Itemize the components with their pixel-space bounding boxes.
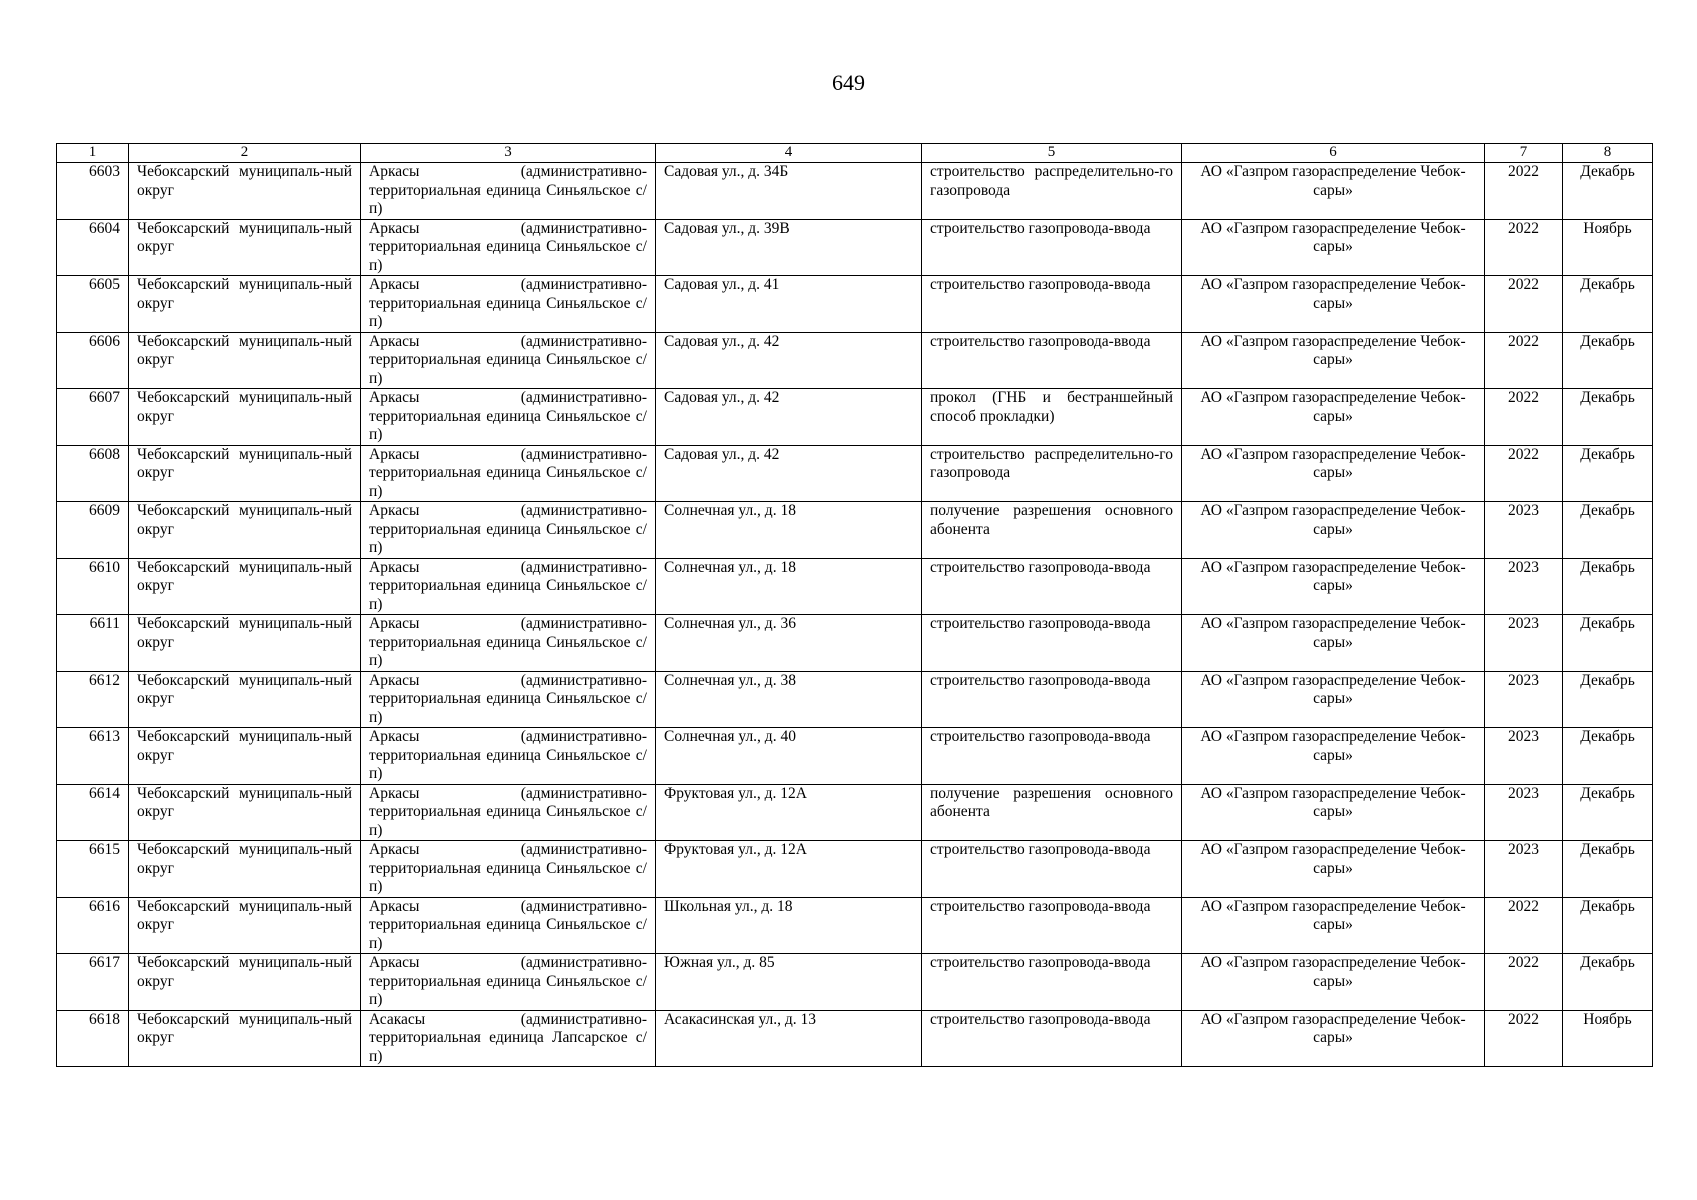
- row-number: 6617: [57, 954, 129, 1011]
- year-cell: 2023: [1485, 671, 1563, 728]
- table-row: [57, 558, 1653, 615]
- address-cell: Садовая ул., д. 39В: [656, 219, 922, 276]
- address-cell: Садовая ул., д. 41: [656, 276, 922, 333]
- work-type-cell: строительство газопровода-ввода: [922, 276, 1182, 333]
- column-header: 5: [922, 144, 1182, 163]
- table-row: [57, 728, 1653, 785]
- year-cell: 2023: [1485, 784, 1563, 841]
- organization-cell: АО «Газпром газораспределение Чебок-сары»: [1182, 389, 1485, 446]
- district-cell: Чебоксарский муниципаль-ный округ: [129, 671, 361, 728]
- year-cell: 2023: [1485, 558, 1563, 615]
- address-cell: Солнечная ул., д. 18: [656, 502, 922, 559]
- address-cell: Фруктовая ул., д. 12А: [656, 784, 922, 841]
- column-header: 4: [656, 144, 922, 163]
- work-type-cell: строительство газопровода-ввода: [922, 671, 1182, 728]
- table-row: [57, 1010, 1653, 1067]
- work-type-cell: строительство газопровода-ввода: [922, 841, 1182, 898]
- table-row: [57, 841, 1653, 898]
- column-header: 8: [1563, 144, 1653, 163]
- row-number: 6604: [57, 219, 129, 276]
- settlement-cell: Аркасы (административно-территориальная единица Синьяльское с/п): [361, 445, 656, 502]
- district-cell: Чебоксарский муниципаль-ный округ: [129, 502, 361, 559]
- month-cell: Ноябрь: [1563, 1010, 1653, 1067]
- organization-cell: АО «Газпром газораспределение Чебок-сары»: [1182, 897, 1485, 954]
- month-cell: Декабрь: [1563, 671, 1653, 728]
- address-cell: Школьная ул., д. 18: [656, 897, 922, 954]
- settlement-cell: Аркасы (административно-территориальная единица Синьяльское с/п): [361, 841, 656, 898]
- year-cell: 2022: [1485, 1010, 1563, 1067]
- column-number-row: [57, 144, 1653, 163]
- column-header: 3: [361, 144, 656, 163]
- table-row: [57, 502, 1653, 559]
- row-number: 6618: [57, 1010, 129, 1067]
- organization-cell: АО «Газпром газораспределение Чебок-сары»: [1182, 445, 1485, 502]
- month-cell: Декабрь: [1563, 897, 1653, 954]
- column-header: 1: [57, 144, 129, 163]
- page-number: 649: [832, 70, 865, 95]
- month-cell: Декабрь: [1563, 332, 1653, 389]
- organization-cell: АО «Газпром газораспределение Чебок-сары»: [1182, 502, 1485, 559]
- district-cell: Чебоксарский муниципаль-ный округ: [129, 1010, 361, 1067]
- month-cell: Декабрь: [1563, 954, 1653, 1011]
- row-number: 6616: [57, 897, 129, 954]
- table-row: [57, 784, 1653, 841]
- gasification-schedule-table: [56, 143, 1653, 1067]
- month-cell: Декабрь: [1563, 841, 1653, 898]
- settlement-cell: Аркасы (административно-территориальная единица Синьяльское с/п): [361, 615, 656, 672]
- month-cell: Декабрь: [1563, 389, 1653, 446]
- address-cell: Солнечная ул., д. 38: [656, 671, 922, 728]
- work-type-cell: строительство газопровода-ввода: [922, 1010, 1182, 1067]
- year-cell: 2022: [1485, 276, 1563, 333]
- work-type-cell: строительство газопровода-ввода: [922, 332, 1182, 389]
- organization-cell: АО «Газпром газораспределение Чебок-сары»: [1182, 671, 1485, 728]
- month-cell: Декабрь: [1563, 728, 1653, 785]
- address-cell: Садовая ул., д. 34Б: [656, 163, 922, 220]
- district-cell: Чебоксарский муниципаль-ный округ: [129, 728, 361, 785]
- month-cell: Декабрь: [1563, 784, 1653, 841]
- organization-cell: АО «Газпром газораспределение Чебок-сары»: [1182, 332, 1485, 389]
- organization-cell: АО «Газпром газораспределение Чебок-сары»: [1182, 276, 1485, 333]
- organization-cell: АО «Газпром газораспределение Чебок-сары»: [1182, 784, 1485, 841]
- district-cell: Чебоксарский муниципаль-ный округ: [129, 163, 361, 220]
- table-row: [57, 219, 1653, 276]
- row-number: 6612: [57, 671, 129, 728]
- year-cell: 2023: [1485, 615, 1563, 672]
- row-number: 6611: [57, 615, 129, 672]
- settlement-cell: Аркасы (административно-территориальная единица Синьяльское с/п): [361, 502, 656, 559]
- address-cell: Солнечная ул., д. 36: [656, 615, 922, 672]
- month-cell: Декабрь: [1563, 615, 1653, 672]
- month-cell: Ноябрь: [1563, 219, 1653, 276]
- month-cell: Декабрь: [1563, 445, 1653, 502]
- organization-cell: АО «Газпром газораспределение Чебок-сары»: [1182, 615, 1485, 672]
- district-cell: Чебоксарский муниципаль-ный округ: [129, 332, 361, 389]
- settlement-cell: Аркасы (административно-территориальная единица Синьяльское с/п): [361, 954, 656, 1011]
- settlement-cell: Аркасы (административно-территориальная единица Синьяльское с/п): [361, 163, 656, 220]
- row-number: 6603: [57, 163, 129, 220]
- settlement-cell: Аркасы (административно-территориальная единица Синьяльское с/п): [361, 389, 656, 446]
- row-number: 6606: [57, 332, 129, 389]
- district-cell: Чебоксарский муниципаль-ный округ: [129, 841, 361, 898]
- district-cell: Чебоксарский муниципаль-ный округ: [129, 276, 361, 333]
- month-cell: Декабрь: [1563, 558, 1653, 615]
- year-cell: 2022: [1485, 163, 1563, 220]
- address-cell: Солнечная ул., д. 40: [656, 728, 922, 785]
- organization-cell: АО «Газпром газораспределение Чебок-сары»: [1182, 558, 1485, 615]
- settlement-cell: Аркасы (административно-территориальная единица Синьяльское с/п): [361, 784, 656, 841]
- work-type-cell: строительство газопровода-ввода: [922, 728, 1182, 785]
- year-cell: 2023: [1485, 728, 1563, 785]
- table-row: [57, 276, 1653, 333]
- address-cell: Южная ул., д. 85: [656, 954, 922, 1011]
- row-number: 6614: [57, 784, 129, 841]
- address-cell: Солнечная ул., д. 18: [656, 558, 922, 615]
- row-number: 6605: [57, 276, 129, 333]
- district-cell: Чебоксарский муниципаль-ный округ: [129, 897, 361, 954]
- column-header: 2: [129, 144, 361, 163]
- work-type-cell: прокол (ГНБ и бестраншейный способ прокладки): [922, 389, 1182, 446]
- organization-cell: АО «Газпром газораспределение Чебок-сары»: [1182, 841, 1485, 898]
- row-number: 6607: [57, 389, 129, 446]
- year-cell: 2022: [1485, 897, 1563, 954]
- table-row: [57, 671, 1653, 728]
- year-cell: 2022: [1485, 445, 1563, 502]
- work-type-cell: строительство газопровода-ввода: [922, 558, 1182, 615]
- table-row: [57, 897, 1653, 954]
- settlement-cell: Аркасы (административно-территориальная единица Синьяльское с/п): [361, 558, 656, 615]
- organization-cell: АО «Газпром газораспределение Чебок-сары»: [1182, 219, 1485, 276]
- month-cell: Декабрь: [1563, 163, 1653, 220]
- settlement-cell: Аркасы (административно-территориальная единица Синьяльское с/п): [361, 671, 656, 728]
- year-cell: 2022: [1485, 954, 1563, 1011]
- settlement-cell: Аркасы (административно-территориальная единица Синьяльское с/п): [361, 276, 656, 333]
- row-number: 6615: [57, 841, 129, 898]
- month-cell: Декабрь: [1563, 276, 1653, 333]
- month-cell: Декабрь: [1563, 502, 1653, 559]
- table-row: [57, 163, 1653, 220]
- address-cell: Асакасинская ул., д. 13: [656, 1010, 922, 1067]
- table-body: [57, 144, 1653, 1067]
- address-cell: Садовая ул., д. 42: [656, 389, 922, 446]
- year-cell: 2022: [1485, 389, 1563, 446]
- address-cell: Садовая ул., д. 42: [656, 332, 922, 389]
- work-type-cell: строительство распределительно-го газопровода: [922, 163, 1182, 220]
- year-cell: 2023: [1485, 841, 1563, 898]
- year-cell: 2022: [1485, 332, 1563, 389]
- table-row: [57, 954, 1653, 1011]
- table-row: [57, 445, 1653, 502]
- work-type-cell: строительство распределительно-го газопровода: [922, 445, 1182, 502]
- district-cell: Чебоксарский муниципаль-ный округ: [129, 954, 361, 1011]
- district-cell: Чебоксарский муниципаль-ный округ: [129, 784, 361, 841]
- work-type-cell: строительство газопровода-ввода: [922, 897, 1182, 954]
- address-cell: Садовая ул., д. 42: [656, 445, 922, 502]
- row-number: 6610: [57, 558, 129, 615]
- work-type-cell: строительство газопровода-ввода: [922, 954, 1182, 1011]
- district-cell: Чебоксарский муниципаль-ный округ: [129, 558, 361, 615]
- year-cell: 2022: [1485, 219, 1563, 276]
- work-type-cell: строительство газопровода-ввода: [922, 615, 1182, 672]
- table-row: [57, 389, 1653, 446]
- organization-cell: АО «Газпром газораспределение Чебок-сары»: [1182, 163, 1485, 220]
- year-cell: 2023: [1485, 502, 1563, 559]
- settlement-cell: Аркасы (административно-территориальная единица Синьяльское с/п): [361, 332, 656, 389]
- district-cell: Чебоксарский муниципаль-ный округ: [129, 219, 361, 276]
- settlement-cell: Аркасы (административно-территориальная единица Синьяльское с/п): [361, 897, 656, 954]
- organization-cell: АО «Газпром газораспределение Чебок-сары»: [1182, 728, 1485, 785]
- table-row: [57, 332, 1653, 389]
- organization-cell: АО «Газпром газораспределение Чебок-сары»: [1182, 954, 1485, 1011]
- address-cell: Фруктовая ул., д. 12А: [656, 841, 922, 898]
- column-header: 6: [1182, 144, 1485, 163]
- district-cell: Чебоксарский муниципаль-ный округ: [129, 445, 361, 502]
- row-number: 6608: [57, 445, 129, 502]
- work-type-cell: получение разрешения основного абонента: [922, 502, 1182, 559]
- settlement-cell: Аркасы (административно-территориальная единица Синьяльское с/п): [361, 219, 656, 276]
- organization-cell: АО «Газпром газораспределение Чебок-сары»: [1182, 1010, 1485, 1067]
- work-type-cell: строительство газопровода-ввода: [922, 219, 1182, 276]
- column-header: 7: [1485, 144, 1563, 163]
- table-row: [57, 615, 1653, 672]
- row-number: 6609: [57, 502, 129, 559]
- row-number: 6613: [57, 728, 129, 785]
- settlement-cell: Аркасы (административно-территориальная единица Синьяльское с/п): [361, 728, 656, 785]
- district-cell: Чебоксарский муниципаль-ный округ: [129, 389, 361, 446]
- district-cell: Чебоксарский муниципаль-ный округ: [129, 615, 361, 672]
- settlement-cell: Асакасы (административно-территориальная единица Лапсарское с/п): [361, 1010, 656, 1067]
- work-type-cell: получение разрешения основного абонента: [922, 784, 1182, 841]
